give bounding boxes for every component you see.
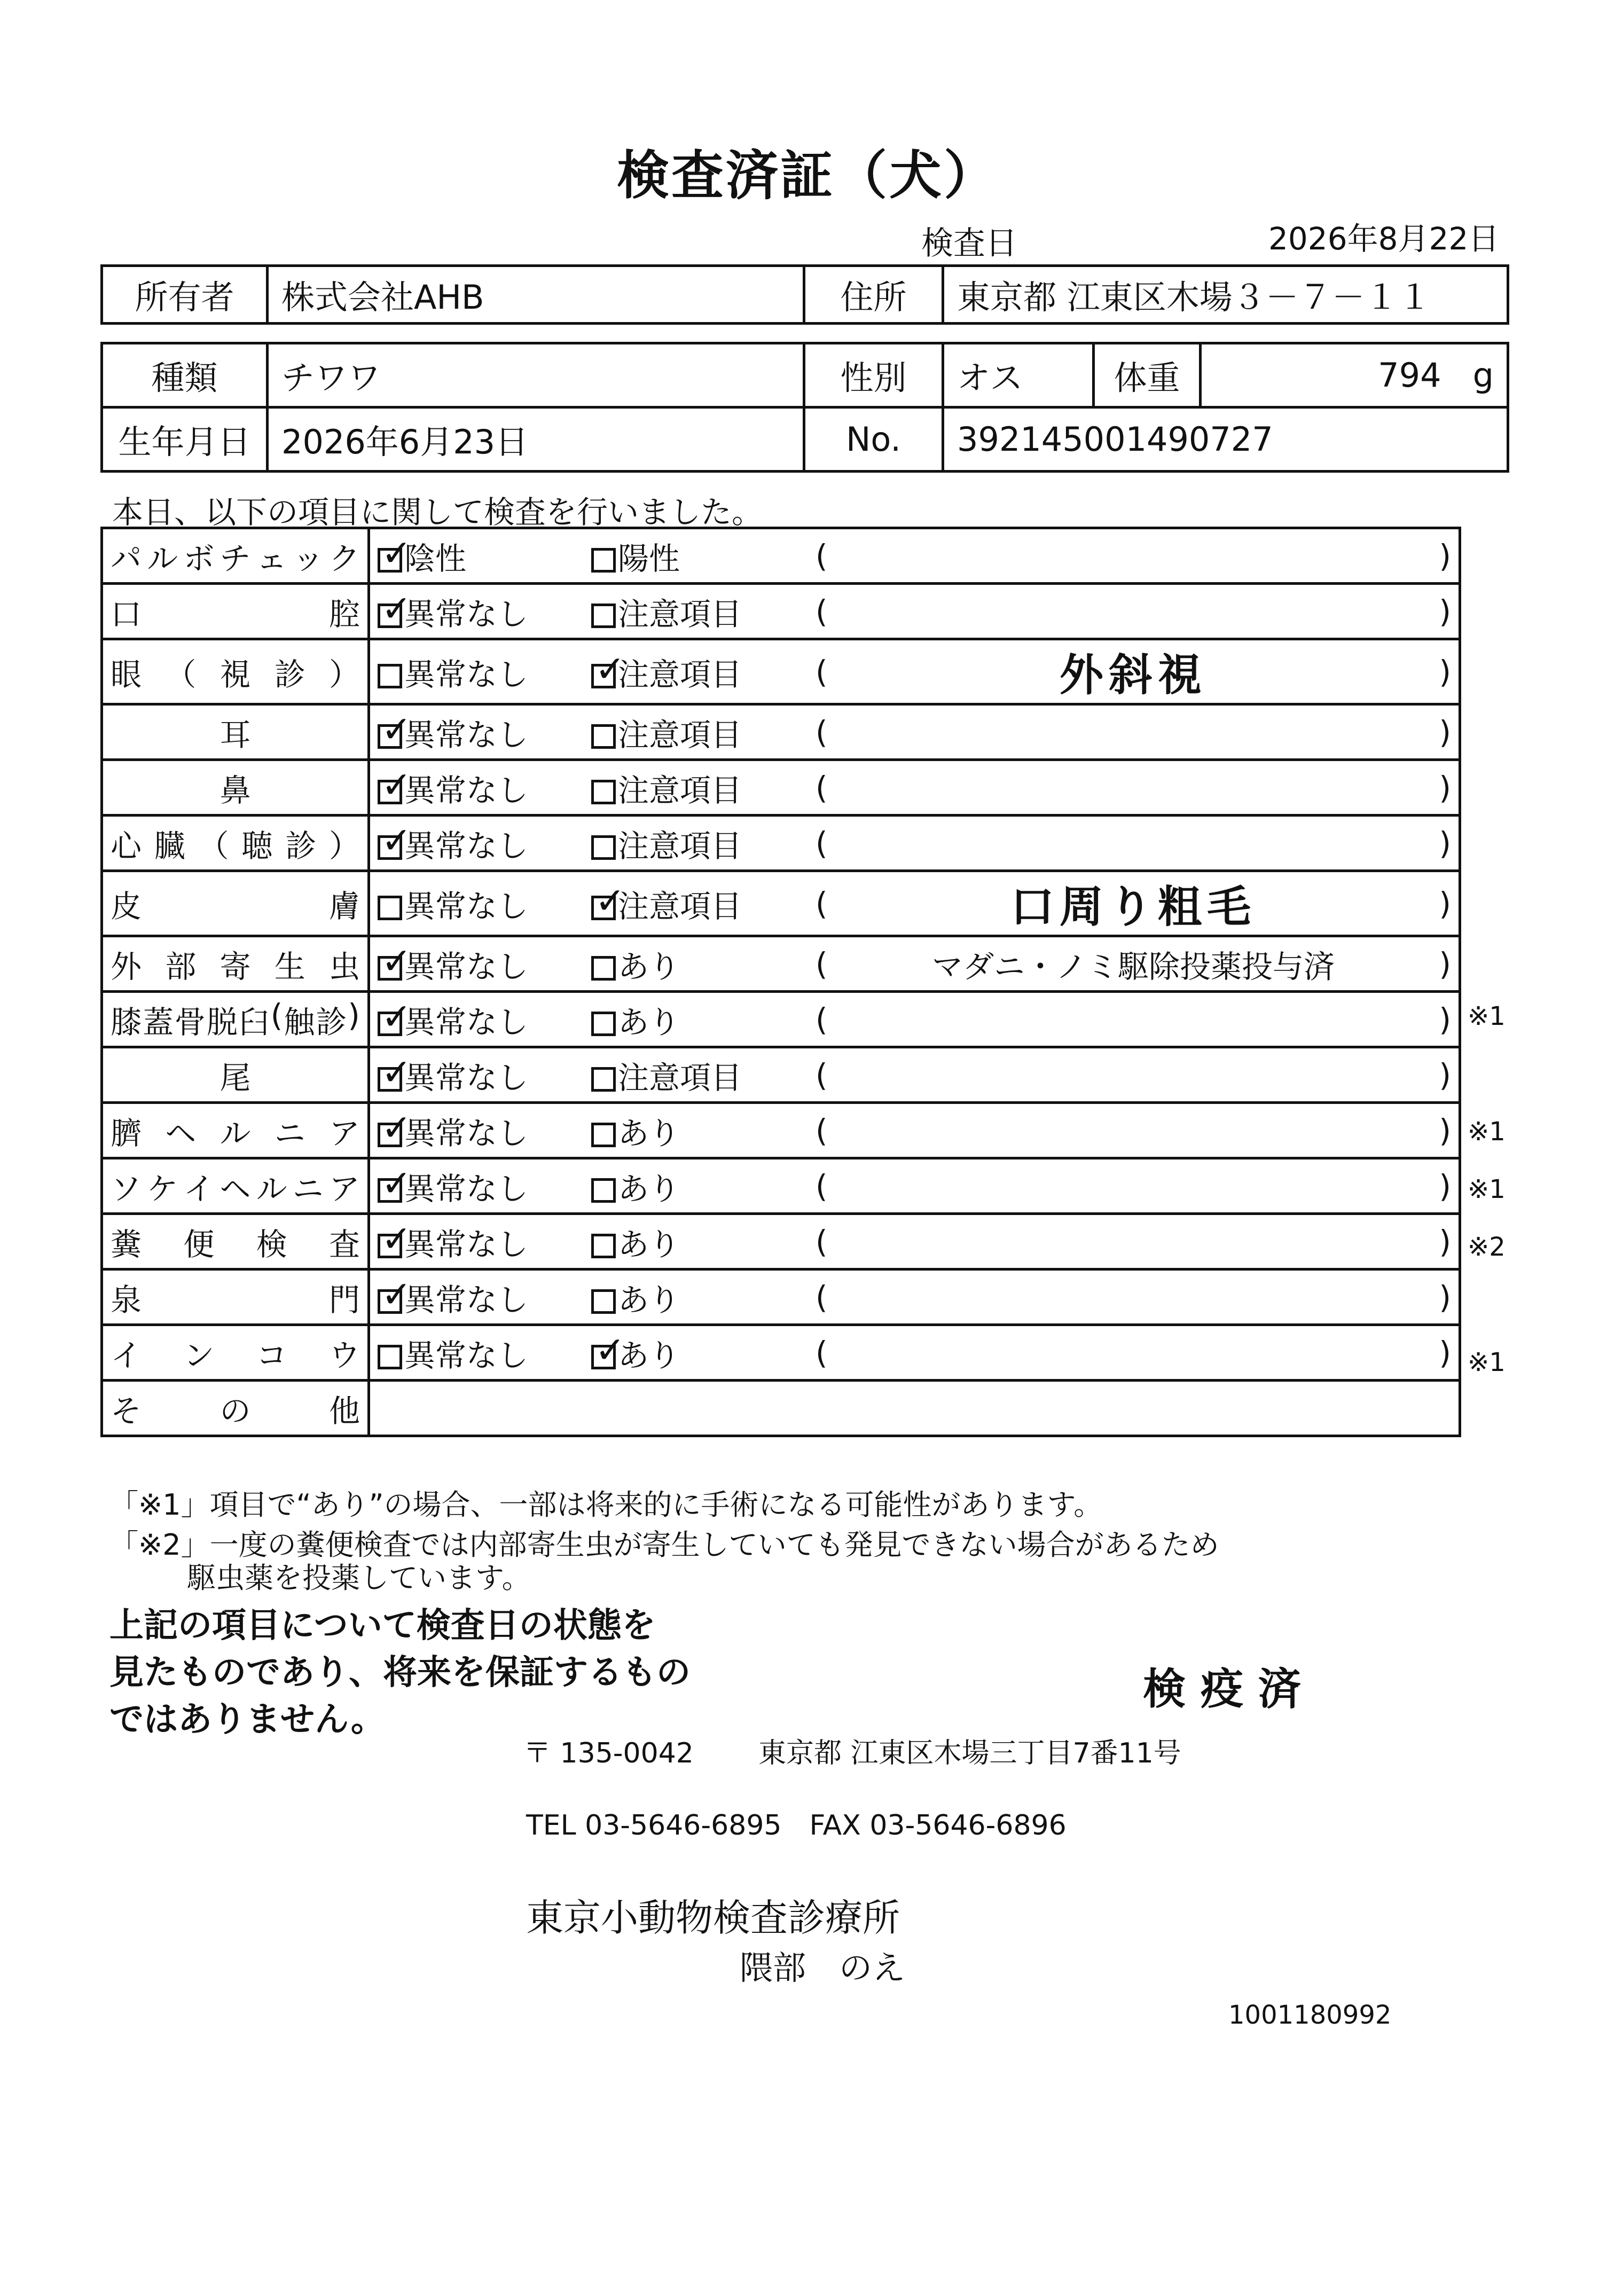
note-close-paren: ) — [1439, 885, 1451, 922]
inspection-row — [102, 704, 1460, 760]
inspection-row — [102, 584, 1460, 639]
item-label-cell — [102, 1214, 369, 1270]
note-close-paren: ) — [1439, 945, 1451, 982]
footnote-mark: ※1 — [1468, 1117, 1506, 1147]
option-normal: 異常なし — [404, 595, 529, 632]
note-close-paren: ) — [1439, 593, 1451, 630]
serial-number: 1001180992 — [1228, 2000, 1392, 2030]
footnote-mark: ※2 — [1468, 1232, 1506, 1262]
option-attention: 注意項目 — [618, 656, 742, 693]
item-label-cell — [102, 1158, 369, 1214]
breed-label: 種類 — [102, 343, 268, 408]
option-normal: 異常なし — [404, 1281, 529, 1318]
item-note: 口周り粗毛 — [1010, 881, 1256, 932]
checkbox-attention[interactable] — [591, 724, 616, 749]
item-options — [369, 1047, 1460, 1103]
option-normal: 異常なし — [404, 1337, 529, 1374]
footnote-2-cont: 駆虫薬を投薬しています。 — [187, 1561, 531, 1595]
item-label: 口 腔 — [111, 595, 360, 632]
item-label-cell — [102, 936, 369, 992]
note-open-paren: ( — [816, 653, 828, 690]
item-label-cell — [102, 1270, 369, 1325]
note-open-paren: ( — [816, 1223, 828, 1260]
disclaimer — [109, 1602, 691, 1743]
checkbox-normal[interactable] — [378, 724, 402, 749]
note-open-paren: ( — [816, 885, 828, 922]
sex-value: オス — [943, 343, 1094, 408]
option-attention: あり — [618, 1281, 680, 1318]
checkbox-attention[interactable] — [591, 780, 616, 804]
other-label — [102, 1381, 369, 1436]
inspection-row — [102, 1325, 1460, 1381]
checkbox-attention[interactable] — [591, 1345, 616, 1369]
inspection-row — [102, 1103, 1460, 1158]
item-options — [369, 760, 1460, 816]
item-label-cell — [102, 1325, 369, 1381]
option-attention: 陽性 — [618, 540, 680, 577]
item-note: マダニ・ノミ駆除投薬投与済 — [931, 948, 1335, 985]
item-label-cell — [102, 704, 369, 760]
note-open-paren: ( — [816, 945, 828, 982]
item-options — [369, 816, 1460, 871]
inspection-row — [102, 1047, 1460, 1103]
other-value — [369, 1381, 1460, 1436]
inspection-row — [102, 1270, 1460, 1325]
checkbox-normal[interactable] — [378, 1123, 402, 1147]
option-normal: 異常なし — [404, 1226, 529, 1263]
disclaimer-line: 見たものであり、将来を保証するもの — [109, 1653, 691, 1692]
note-close-paren: ) — [1439, 653, 1451, 690]
note-open-paren: ( — [816, 1334, 828, 1371]
checkbox-normal[interactable] — [378, 548, 402, 573]
option-normal: 異常なし — [404, 827, 529, 864]
note-open-paren: ( — [816, 714, 828, 750]
item-options — [369, 528, 1460, 584]
inspection-table — [100, 527, 1461, 1437]
footnote-1: 「※1」項目で“あり”の場合、一部は将来的に手術になる可能性があります。 — [109, 1488, 1103, 1522]
option-attention: あり — [618, 948, 680, 985]
item-note: 外斜視 — [1059, 649, 1207, 701]
weight-unit: g — [1472, 356, 1494, 395]
checkbox-normal[interactable] — [378, 1345, 402, 1369]
checkbox-normal[interactable] — [378, 780, 402, 804]
checkbox-attention[interactable] — [591, 1067, 616, 1092]
item-label-cell — [102, 816, 369, 871]
footnote-mark: ※1 — [1468, 1347, 1506, 1377]
item-options — [369, 992, 1460, 1047]
owner-value: 株式会社AHB — [268, 266, 804, 324]
note-open-paren: ( — [816, 1112, 828, 1149]
option-normal: 異常なし — [404, 1004, 529, 1040]
checkbox-normal[interactable] — [378, 1234, 402, 1258]
checkbox-normal[interactable] — [378, 835, 402, 860]
checkbox-attention[interactable] — [591, 1012, 616, 1036]
item-label-cell — [102, 1047, 369, 1103]
item-label-cell — [102, 760, 369, 816]
option-normal: 陰性 — [404, 540, 467, 577]
item-label: 耳 — [219, 716, 251, 753]
item-label: ソ ケ イ ヘ ル ニ ア — [111, 1170, 360, 1207]
option-normal: 異常なし — [404, 1059, 529, 1096]
dob-value: 2026年6月23日 — [268, 408, 804, 472]
item-options — [369, 1325, 1460, 1381]
option-attention: 注意項目 — [618, 716, 742, 753]
sex-label: 性別 — [804, 343, 943, 408]
option-attention: あり — [618, 1115, 680, 1151]
note-open-paren: ( — [816, 1001, 828, 1038]
option-attention: 注意項目 — [618, 827, 742, 864]
document-title: 検査済証（犬） — [616, 145, 998, 206]
note-close-paren: ) — [1439, 537, 1451, 574]
footnote-mark: ※1 — [1468, 1001, 1506, 1031]
option-attention: あり — [618, 1226, 680, 1263]
option-normal: 異常なし — [404, 1115, 529, 1151]
checkbox-normal[interactable] — [378, 1289, 402, 1314]
checkbox-normal[interactable] — [378, 1012, 402, 1036]
checkbox-normal[interactable] — [378, 896, 402, 920]
item-label: 皮 膚 — [111, 888, 360, 924]
disclaimer-line: ではありません。 — [109, 1700, 385, 1739]
item-options — [369, 1158, 1460, 1214]
address-label: 住所 — [804, 266, 943, 324]
item-options — [369, 871, 1460, 936]
item-label: 膝 蓋 骨 脱 臼 ( 触 診 ) — [111, 997, 360, 1040]
owner-table — [100, 264, 1509, 325]
inspection-row — [102, 871, 1460, 936]
postal-code: 〒 135-0042 — [523, 1737, 694, 1769]
item-options — [369, 1103, 1460, 1158]
checkbox-attention[interactable] — [591, 548, 616, 573]
note-close-paren: ) — [1439, 1223, 1451, 1260]
inspection-row — [102, 639, 1460, 704]
note-close-paren: ) — [1439, 1056, 1451, 1093]
option-normal: 異常なし — [404, 1170, 529, 1207]
option-attention: 注意項目 — [618, 595, 742, 632]
weight-label: 体重 — [1094, 343, 1201, 408]
checkbox-attention[interactable] — [591, 835, 616, 860]
checkbox-normal[interactable] — [378, 956, 402, 981]
no-label: No. — [804, 408, 943, 472]
note-open-paren: ( — [816, 593, 828, 630]
note-open-paren: ( — [816, 1279, 828, 1315]
option-attention: あり — [618, 1004, 680, 1040]
inspection-row — [102, 1158, 1460, 1214]
checkbox-normal[interactable] — [378, 1178, 402, 1203]
item-options — [369, 639, 1460, 704]
checkbox-attention[interactable] — [591, 956, 616, 981]
item-options — [369, 936, 1460, 992]
checkbox-normal[interactable] — [378, 664, 402, 688]
item-label: 臍 ヘ ル ニ ア — [111, 1115, 360, 1151]
item-label-cell — [102, 992, 369, 1047]
note-close-paren: ) — [1439, 1334, 1451, 1371]
inspection-row — [102, 1214, 1460, 1270]
footnote-2: 「※2」一度の糞便検査では内部寄生虫が寄生していても発見できない場合があるため — [109, 1528, 1219, 1562]
weight-value: 794 — [1378, 356, 1441, 395]
option-attention: 注意項目 — [618, 772, 742, 809]
note-close-paren: ) — [1439, 1001, 1451, 1038]
breed-value: チワワ — [268, 343, 804, 408]
checkbox-attention[interactable] — [591, 1123, 616, 1147]
note-close-paren: ) — [1439, 769, 1451, 806]
item-label-cell — [102, 871, 369, 936]
item-label: 尾 — [219, 1059, 251, 1096]
note-open-paren: ( — [816, 769, 828, 806]
option-attention: あり — [618, 1337, 680, 1374]
item-label: 鼻 — [219, 772, 251, 809]
footnote-mark: ※1 — [1468, 1174, 1506, 1204]
item-label: 糞 便 検 査 — [111, 1226, 360, 1263]
item-label: パ ル ボ チ ェ ッ ク — [111, 540, 360, 577]
checkbox-normal[interactable] — [378, 604, 402, 628]
note-close-paren: ) — [1439, 1112, 1451, 1149]
disclaimer-line: 上記の項目について検査日の状態を — [109, 1606, 656, 1645]
option-normal: 異常なし — [404, 716, 529, 753]
clinic-phone-fax: TEL 03-5646-6895 FAX 03-5646-6896 — [526, 1809, 1067, 1841]
other-label-text: そ の 他 — [111, 1392, 360, 1429]
item-label: イ ン コ ウ — [111, 1337, 360, 1374]
inspection-row — [102, 816, 1460, 871]
inspection-row — [102, 760, 1460, 816]
item-label: 眼 （ 視 診 ） — [111, 656, 360, 693]
note-close-paren: ) — [1439, 1167, 1451, 1204]
note-close-paren: ) — [1439, 714, 1451, 750]
option-attention: 注意項目 — [618, 1059, 742, 1096]
inspection-row — [102, 528, 1460, 584]
exam-date-label: 検査日 — [921, 225, 1017, 262]
dob-label: 生年月日 — [102, 408, 268, 472]
intro-text: 本日、以下の項目に関して検査を行いました。 — [112, 494, 763, 530]
checkbox-attention[interactable] — [591, 1178, 616, 1203]
option-attention: あり — [618, 1170, 680, 1207]
checkbox-attention[interactable] — [591, 664, 616, 688]
quarantine-stamp: 検 疫 済 — [1143, 1664, 1301, 1714]
item-label-cell — [102, 639, 369, 704]
clinic-address: 東京都 江東区木場三丁目7番11号 — [758, 1737, 1181, 1769]
item-options — [369, 1270, 1460, 1325]
animal-table — [100, 342, 1509, 473]
item-options — [369, 704, 1460, 760]
item-options — [369, 584, 1460, 639]
option-normal: 異常なし — [404, 948, 529, 985]
inspection-row — [102, 936, 1460, 992]
option-normal: 異常なし — [404, 772, 529, 809]
checkbox-attention[interactable] — [591, 1289, 616, 1314]
option-attention: 注意項目 — [618, 888, 742, 924]
checkbox-normal[interactable] — [378, 1067, 402, 1092]
note-open-paren: ( — [816, 1167, 828, 1204]
checkbox-attention[interactable] — [591, 1234, 616, 1258]
no-value: 392145001490727 — [943, 408, 1508, 472]
item-label-cell — [102, 1103, 369, 1158]
clinic-name: 東京小動物検査診療所 — [526, 1896, 900, 1940]
owner-label: 所有者 — [102, 266, 268, 324]
note-open-paren: ( — [816, 825, 828, 861]
note-close-paren: ) — [1439, 1279, 1451, 1315]
item-label: 外 部 寄 生 虫 — [111, 948, 360, 985]
vet-name: 隈部 のえ — [740, 1948, 906, 1987]
option-normal: 異常なし — [404, 888, 529, 924]
exam-date-value: 2026年8月22日 — [1268, 221, 1500, 257]
checkbox-attention[interactable] — [591, 604, 616, 628]
item-label-cell — [102, 584, 369, 639]
item-label: 心 臓 （ 聴 診 ） — [111, 827, 360, 864]
item-options — [369, 1214, 1460, 1270]
checkbox-attention[interactable] — [591, 896, 616, 920]
note-open-paren: ( — [816, 1056, 828, 1093]
weight-cell — [1201, 343, 1508, 408]
item-label: 泉 門 — [111, 1281, 360, 1318]
note-close-paren: ) — [1439, 825, 1451, 861]
address-value: 東京都 江東区木場３－７－１１ — [943, 266, 1508, 324]
inspection-row — [102, 992, 1460, 1047]
item-label-cell — [102, 528, 369, 584]
option-normal: 異常なし — [404, 656, 529, 693]
note-open-paren: ( — [816, 537, 828, 574]
